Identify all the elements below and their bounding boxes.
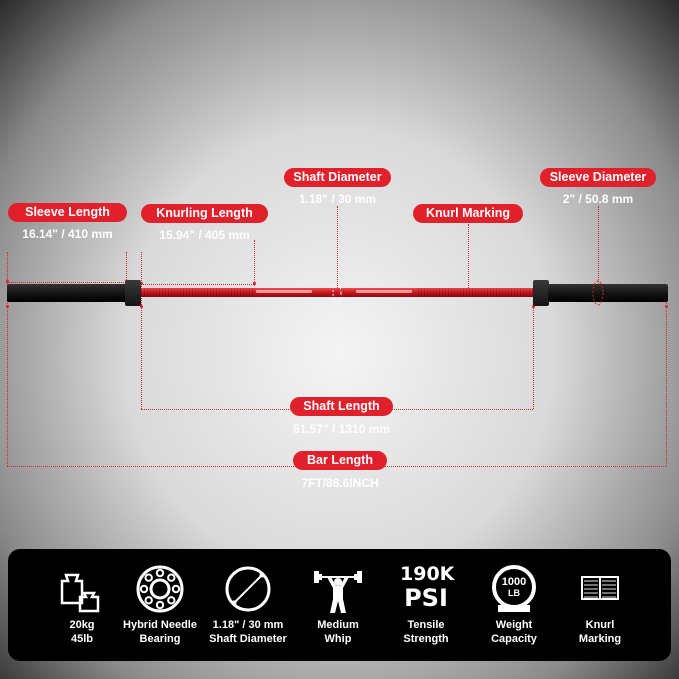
feature-label: 20kg 45lb <box>69 619 95 645</box>
bar-length-label: Bar Length <box>293 451 387 470</box>
feature-label: Medium Whip <box>317 619 359 645</box>
smooth-zone <box>356 290 412 293</box>
knurling-length-value: 15.94" / 405 mm <box>159 228 250 242</box>
sleeve-diameter-value: 2" / 50.8 mm <box>562 192 634 206</box>
feature-capacity <box>474 549 554 661</box>
feature-tensile <box>386 549 466 661</box>
dot <box>6 280 9 283</box>
psi-icon: 190K PSI <box>400 563 455 612</box>
dot <box>140 305 143 308</box>
features-panel <box>8 549 671 661</box>
feature-label: Weight Capacity <box>491 619 537 645</box>
knurl-marking-label: Knurl Marking <box>413 204 523 223</box>
feature-label: Knurl Marking <box>578 619 622 645</box>
feature-bearing <box>120 549 200 661</box>
left-collar <box>125 280 141 306</box>
guide-knurl-marking <box>468 224 469 290</box>
diameter-icon <box>222 563 274 615</box>
feature-label: Tensile Strength <box>403 619 449 645</box>
shaft-length-value: 51.57" / 1310 mm <box>292 422 391 436</box>
knurl-left <box>141 288 254 297</box>
guide-sleeve-diameter <box>598 206 599 286</box>
lifter-icon <box>312 563 364 615</box>
guide-knurl-right <box>254 240 255 286</box>
shaft-diameter-ring <box>330 281 344 305</box>
feature-whip <box>298 549 378 661</box>
sleeve-length-label: Sleeve Length <box>8 203 127 222</box>
right-collar <box>533 280 549 306</box>
shaft-length-label: Shaft Length <box>290 397 393 416</box>
guide-knurl-left <box>141 252 142 409</box>
knurling-length-line <box>141 284 254 285</box>
shaft-diameter-label: Shaft Diameter <box>284 168 391 187</box>
feature-knurl-marking <box>560 549 640 661</box>
feature-label: 1.18" / 30 mm Shaft Diameter <box>209 619 287 645</box>
knurl-right <box>418 288 533 297</box>
knurl-icon <box>574 563 626 615</box>
guide-sleeve-inner <box>126 252 127 282</box>
left-sleeve <box>7 284 127 302</box>
sleeve-diameter-label: Sleeve Diameter <box>540 168 656 187</box>
feature-diameter <box>208 549 288 661</box>
sleeve-length-line <box>7 282 126 283</box>
capacity-icon: 1000 LB <box>488 563 540 615</box>
right-sleeve <box>548 284 668 302</box>
bar-length-value: 7FT/86.6INCH <box>301 476 379 490</box>
feature-label: Hybrid Needle Bearing <box>123 619 197 645</box>
knurling-length-label: Knurling Length <box>141 204 268 223</box>
smooth-zone <box>256 290 312 293</box>
dot <box>665 305 668 308</box>
guide-shaft-right <box>533 300 534 409</box>
dot <box>253 282 256 285</box>
sleeve-diameter-ring <box>590 279 606 307</box>
weights-icon <box>56 563 108 615</box>
dot <box>6 305 9 308</box>
guide-bar-right <box>666 300 667 466</box>
shaft-diameter-value: 1.18" / 30 mm <box>298 192 377 206</box>
bearing-icon <box>134 563 186 615</box>
sleeve-length-value: 16.14" / 410 mm <box>22 227 113 241</box>
